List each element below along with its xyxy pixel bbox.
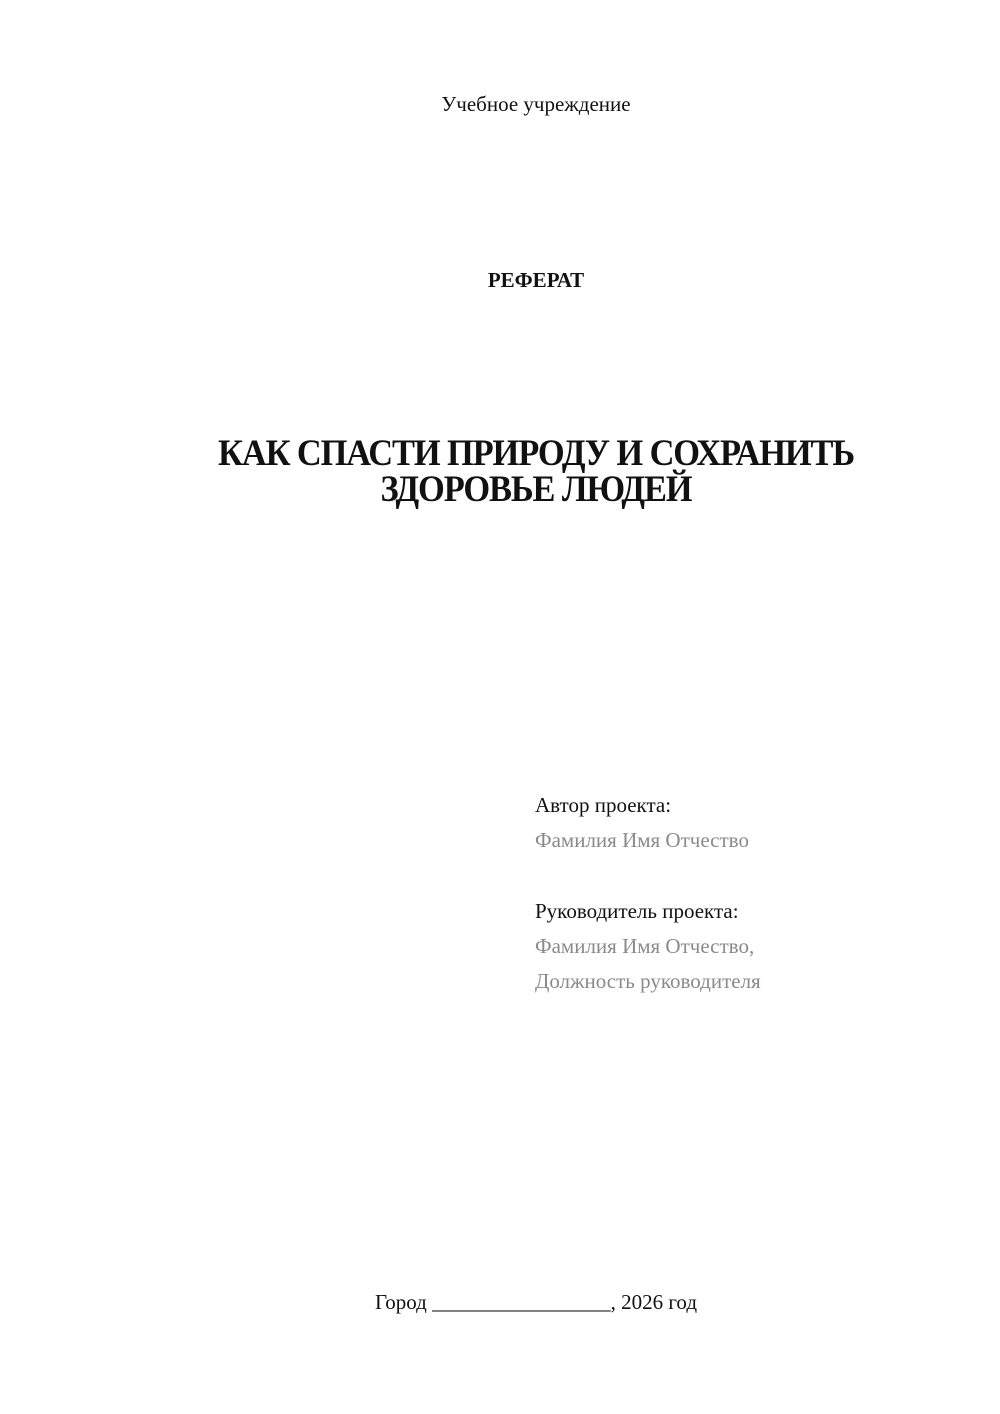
supervisor-position: Должность руководителя <box>535 969 761 993</box>
city-blank: _________________ <box>432 1290 611 1314</box>
institution: Учебное учреждение <box>441 92 631 116</box>
document-type: РЕФЕРАТ <box>487 268 585 292</box>
title-line: КАК СПАСТИ ПРИРОДУ И СОХРАНИТЬ <box>217 433 855 474</box>
document-title <box>71 433 1000 510</box>
supervisor-label: Руководитель проекта: <box>535 899 739 923</box>
author-block <box>535 788 749 858</box>
city-label: Город <box>374 1290 427 1314</box>
year: , 2026 год <box>610 1290 698 1314</box>
author-name: Фамилия Имя Отчество <box>535 828 749 852</box>
supervisor-name: Фамилия Имя Отчество, <box>535 934 755 958</box>
supervisor-block <box>535 894 761 999</box>
city-year-line <box>36 1290 1000 1315</box>
author-label: Автор проекта: <box>535 793 672 817</box>
title-line: ЗДОРОВЬЕ ЛЮДЕЙ <box>380 469 692 510</box>
